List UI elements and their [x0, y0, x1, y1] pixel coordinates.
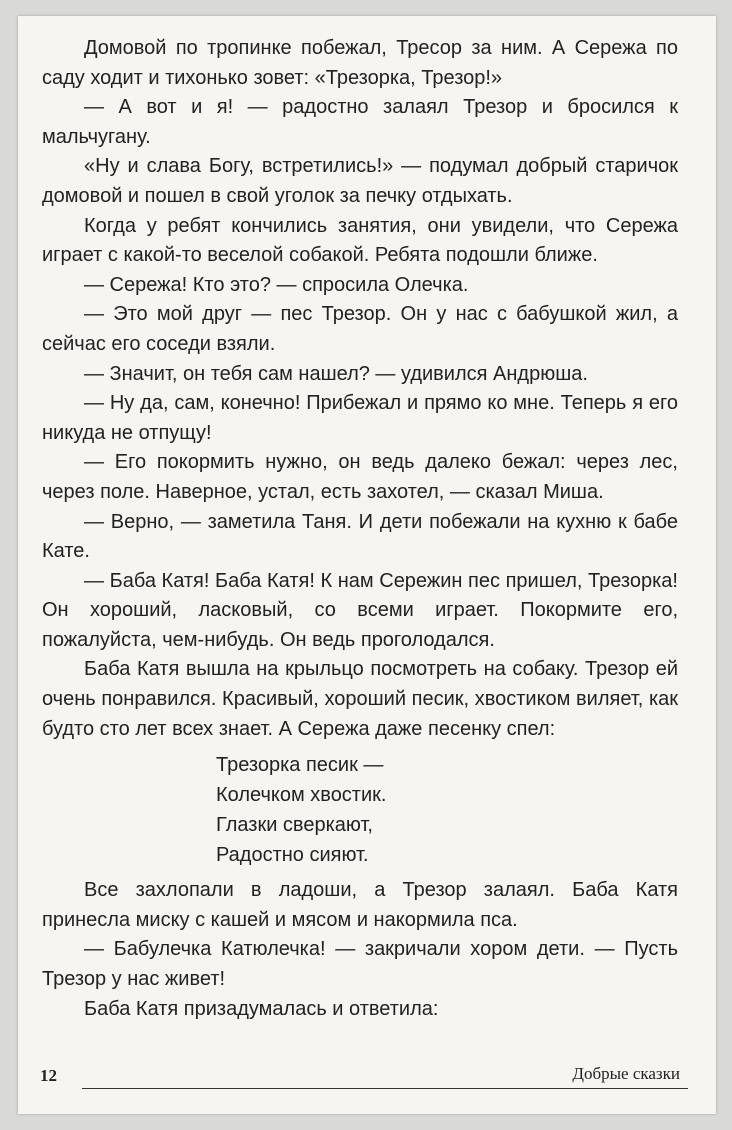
paragraph: — А вот и я! — радостно залаял Трезор и бросился к мальчугану.: [42, 96, 678, 148]
song-verse: [216, 750, 678, 870]
book-page: [18, 16, 716, 1114]
paragraph: — Его покормить нужно, он ведь далеко бежал: через лес, через поле. Наверное, устал, есть захотел, — сказал Миша.: [42, 451, 678, 503]
paragraph: — Бабулечка Катюлечка! — закричали хором дети. — Пусть Трезор у нас живет!: [42, 938, 678, 991]
page-number: 12: [40, 1066, 57, 1085]
footer-rule: [82, 1088, 688, 1089]
verse-line: Глазки сверкают,: [216, 814, 373, 837]
book-title: Добрые сказки: [572, 1064, 680, 1083]
paragraph: Все захлопали в ладоши, а Трезор залаял. Баба Катя принесла миску с кашей и мясом и накормила пса.: [42, 879, 678, 931]
paragraph: «Ну и слава Богу, встретились!» — подумал добрый старичок домовой и пошел в свой уголок за печку отдыхать.: [42, 155, 678, 207]
paragraph: Баба Катя призадумалась и ответила:: [84, 997, 439, 1020]
verse-line: Трезорка песик —: [216, 754, 384, 777]
verse-line: Колечком хвостик.: [216, 784, 387, 807]
paragraph: — Ну да, сам, конечно! Прибежал и прямо ко мне. Теперь я его никуда не отпущу!: [42, 392, 678, 444]
paragraph: Баба Катя вышла на крыльцо посмотреть на собаку. Трезор ей очень понравился. Красивый, хороший песик, хвостиком виляет, как будто сто лет всех знает. А Сережа даже песенку спел:: [42, 658, 678, 740]
paragraph: — Баба Катя! Баба Катя! К нам Сережин пес пришел, Трезорка! Он хороший, ласковый, со всеми играет. Покормите его, пожалуйста, чем-нибудь. Он ведь проголодался.: [42, 569, 678, 651]
verse-line: Радостно сияют.: [216, 844, 369, 867]
page-footer: [40, 1062, 688, 1092]
paragraph: Домовой по тропинке побежал, Тресор за ним. А Сережа по саду ходит и тихонько зовет: «Трезорка, Трезор!»: [42, 37, 678, 89]
story-text: [42, 34, 678, 1024]
paragraph: — Верно, — заметила Таня. И дети побежали на кухню к бабе Кате.: [42, 510, 678, 563]
paragraph: Когда у ребят кончились занятия, они увидели, что Сережа играет с какой-то веселой собакой. Ребята подошли ближе.: [42, 214, 678, 267]
paragraph: — Это мой друг — пес Трезор. Он у нас с бабушкой жил, а сейчас его соседи взяли.: [42, 303, 678, 355]
paragraph: — Сережа! Кто это? — спросила Олечка.: [84, 273, 469, 296]
paragraph: — Значит, он тебя сам нашел? — удивился Андрюша.: [84, 362, 588, 385]
